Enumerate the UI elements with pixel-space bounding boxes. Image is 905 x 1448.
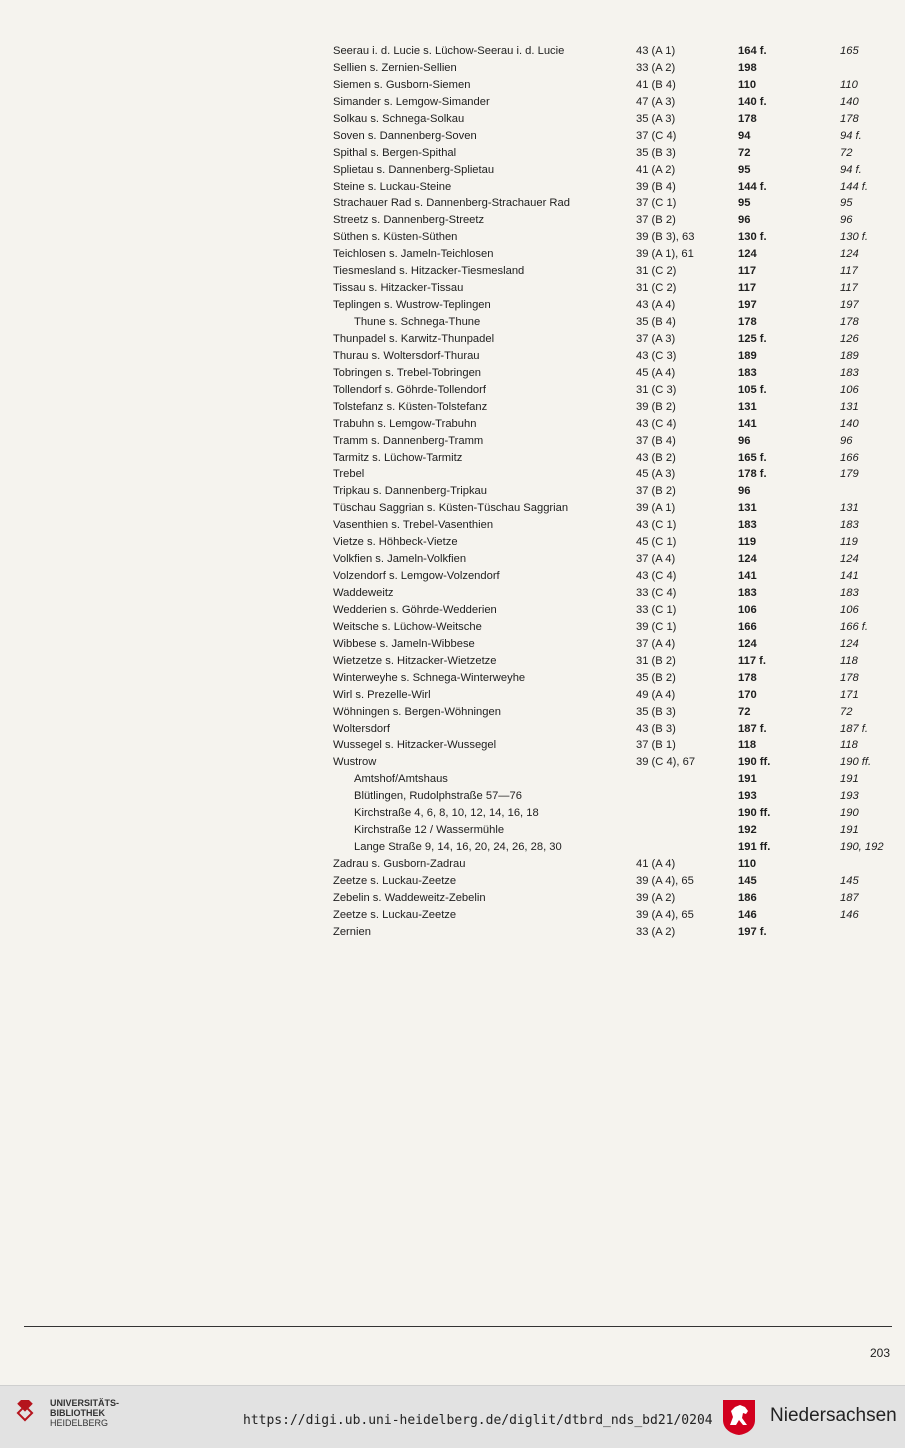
entry-name: Sellien s. Zernien-Sellien [333, 61, 457, 74]
entry-map-ref: 45 (A 3) [636, 468, 676, 481]
entry-map-ref: 31 (C 3) [636, 383, 677, 396]
index-row [0, 771, 905, 788]
entry-page-ref: 117 f. [738, 654, 766, 667]
entry-photo-ref: 110 [840, 78, 858, 91]
index-row [0, 721, 905, 738]
index-row [0, 314, 905, 331]
index-row [0, 94, 905, 111]
entry-photo-ref: 190 [840, 807, 859, 820]
entry-map-ref: 43 (C 1) [636, 519, 677, 532]
entry-name: Amtshof/Amtshaus [354, 773, 448, 786]
library-name[interactable] [50, 1398, 119, 1428]
entry-name: Teichlosen s. Jameln-Teichlosen [333, 248, 494, 261]
entry-page-ref: 178 [738, 316, 757, 328]
entry-page-ref: 110 [738, 78, 757, 91]
entry-photo-ref: 197 [840, 299, 859, 312]
entry-page-ref: 189 [738, 349, 757, 362]
entry-page-ref: 95 [738, 197, 751, 210]
entry-photo-ref: 72 [840, 705, 853, 718]
entry-name: Volzendorf s. Lemgow-Volzendorf [333, 570, 500, 583]
entry-photo-ref: 117 [840, 265, 858, 278]
index-row [0, 636, 905, 653]
entry-photo-ref: 96 [840, 214, 853, 227]
entry-name: Simander s. Lemgow-Simander [333, 95, 490, 108]
index-row [0, 670, 905, 687]
entry-name: Lange Straße 9, 14, 16, 20, 24, 26, 28, 30 [354, 841, 562, 854]
entry-page-ref: 96 [738, 485, 751, 498]
entry-name: Tiesmesland s. Hitzacker-Tiesmesland [333, 265, 525, 278]
entry-name: Tissau s. Hitzacker-Tissau [333, 282, 464, 295]
entry-name: Blütlingen, Rudolphstraße 57—76 [354, 790, 522, 803]
entry-photo-ref: 124 [840, 553, 859, 566]
library-name-line1: UNIVERSITÄTS- [50, 1398, 120, 1408]
entry-photo-ref: 94 f. [840, 129, 862, 142]
entry-name: Steine s. Luckau-Steine [333, 180, 452, 193]
page-number: 203 [870, 1346, 891, 1360]
entry-map-ref: 33 (A 2) [636, 61, 676, 74]
index-row [0, 263, 905, 280]
entry-photo-ref: 96 [840, 434, 853, 447]
entry-map-ref: 43 (C 4) [636, 570, 677, 583]
entry-page-ref: 105 f. [738, 383, 767, 396]
entry-page-ref: 96 [738, 214, 751, 227]
index-row [0, 145, 905, 162]
entry-photo-ref: 141 [840, 570, 859, 583]
index-row [0, 60, 905, 77]
entry-photo-ref: 178 [840, 316, 859, 328]
index-row [0, 433, 905, 450]
entry-map-ref: 43 (C 4) [636, 417, 677, 430]
index-row [0, 585, 905, 602]
entry-name: Thunpadel s. Karwitz-Thunpadel [333, 332, 495, 345]
index-row [0, 195, 905, 212]
entry-name: Soven s. Dannenberg-Soven [333, 129, 477, 142]
entry-map-ref: 37 (A 4) [636, 637, 676, 650]
index-row [0, 331, 905, 348]
index-row [0, 500, 905, 517]
entry-map-ref: 45 (A 4) [636, 366, 676, 379]
entry-map-ref: 37 (A 4) [636, 553, 676, 566]
entry-name: Zadrau s. Gusborn-Zadrau [333, 858, 466, 870]
entry-photo-ref: 94 f. [840, 163, 862, 176]
entry-photo-ref: 187 f. [840, 722, 868, 735]
entry-photo-ref: 119 [840, 536, 858, 549]
index-row [0, 737, 905, 754]
entry-map-ref: 37 (C 1) [636, 197, 677, 210]
entry-photo-ref: 131 [840, 502, 859, 515]
entry-photo-ref: 166 [840, 451, 859, 464]
entry-photo-ref: 183 [840, 366, 859, 379]
entry-map-ref: 39 (A 4), 65 [636, 874, 694, 887]
entry-name: Kirchstraße 12 / Wassermühle [354, 824, 505, 837]
entry-name: Splietau s. Dannenberg-Splietau [333, 163, 495, 176]
entry-page-ref: 118 [738, 739, 757, 752]
entry-name: Waddeweitz [333, 587, 394, 599]
entry-photo-ref: 190 ff. [840, 756, 872, 769]
index-row [0, 517, 905, 534]
entry-name: Vietze s. Höhbeck-Vietze [333, 536, 458, 549]
entry-name: Tripkau s. Dannenberg-Tripkau [333, 485, 488, 498]
entry-name: Wedderien s. Göhrde-Wedderien [333, 603, 497, 616]
entry-photo-ref: 193 [840, 790, 859, 803]
entry-map-ref: 39 (A 2) [636, 891, 676, 904]
entry-map-ref: 33 (C 1) [636, 603, 677, 616]
entry-page-ref: 124 [738, 553, 757, 566]
entry-photo-ref: 178 [840, 671, 859, 684]
entry-name: Tobringen s. Trebel-Tobringen [333, 366, 482, 379]
entry-page-ref: 94 [738, 129, 751, 142]
entry-map-ref: 33 (A 2) [636, 925, 676, 938]
entry-photo-ref: 145 [840, 874, 859, 887]
index-row [0, 805, 905, 822]
entry-page-ref: 145 [738, 874, 757, 887]
entry-map-ref: 37 (A 3) [636, 332, 676, 345]
index-row [0, 653, 905, 670]
entry-photo-ref: 183 [840, 587, 859, 599]
index-row [0, 907, 905, 924]
entry-photo-ref: 126 [840, 332, 859, 345]
entry-photo-ref: 118 [840, 654, 858, 667]
entry-name: Spithal s. Bergen-Spithal [333, 146, 457, 159]
entry-map-ref: 41 (A 2) [636, 163, 676, 176]
index-row [0, 619, 905, 636]
entry-page-ref: 187 f. [738, 722, 767, 735]
entry-name: Wustrow [333, 756, 377, 769]
entry-page-ref: 178 [738, 671, 757, 684]
entry-photo-ref: 106 [840, 603, 859, 616]
entry-name: Süthen s. Küsten-Süthen [333, 231, 458, 244]
entry-map-ref: 31 (C 2) [636, 282, 677, 295]
entry-map-ref: 35 (B 2) [636, 671, 676, 684]
entry-page-ref: 183 [738, 519, 757, 532]
entry-photo-ref: 106 [840, 383, 859, 396]
entry-name: Wöhningen s. Bergen-Wöhningen [333, 705, 501, 718]
niedersachsen-horse-crest-icon[interactable] [721, 1398, 757, 1436]
entry-name: Trabuhn s. Lemgow-Trabuhn [333, 417, 477, 430]
entry-map-ref: 39 (C 1) [636, 620, 677, 633]
entry-map-ref: 43 (B 3) [636, 722, 676, 735]
entry-page-ref: 110 [738, 858, 757, 870]
entry-page-ref: 124 [738, 637, 757, 650]
entry-name: Wietzetze s. Hitzacker-Wietzetze [333, 654, 497, 667]
entry-map-ref: 49 (A 4) [636, 688, 676, 701]
entry-name: Kirchstraße 4, 6, 8, 10, 12, 14, 16, 18 [354, 807, 539, 820]
entry-name: Woltersdorf [333, 722, 390, 735]
entry-map-ref: 37 (B 1) [636, 739, 676, 752]
index-row [0, 399, 905, 416]
index-row [0, 43, 905, 60]
place-index-list [0, 43, 905, 941]
entry-page-ref: 144 f. [738, 180, 767, 193]
entry-name: Zeetze s. Luckau-Zeetze [333, 908, 457, 921]
entry-page-ref: 197 [738, 299, 757, 312]
university-library-logo-icon[interactable] [12, 1400, 38, 1426]
entry-map-ref: 45 (C 1) [636, 536, 677, 549]
entry-name: Streetz s. Dannenberg-Streetz [333, 214, 485, 227]
entry-page-ref: 130 f. [738, 231, 767, 244]
footer-rule [24, 1326, 892, 1327]
entry-page-ref: 125 f. [738, 332, 767, 345]
entry-page-ref: 191 ff. [738, 841, 771, 854]
entry-name: Weitsche s. Lüchow-Weitsche [333, 620, 482, 633]
entry-name: Volkfien s. Jameln-Volkfien [333, 553, 467, 566]
index-row [0, 297, 905, 314]
index-row [0, 246, 905, 263]
entry-page-ref: 117 [738, 265, 757, 278]
entry-name: Wussegel s. Hitzacker-Wussegel [333, 739, 497, 752]
index-row [0, 162, 905, 179]
entry-page-ref: 190 ff. [738, 756, 771, 769]
entry-photo-ref: 140 [840, 417, 859, 430]
entry-photo-ref: 189 [840, 349, 859, 362]
entry-name: Thurau s. Woltersdorf-Thurau [333, 349, 480, 362]
entry-name: Zebelin s. Waddeweitz-Zebelin [333, 891, 486, 904]
entry-map-ref: 39 (A 1), 61 [636, 248, 694, 261]
entry-page-ref: 96 [738, 434, 751, 447]
partner-name[interactable]: Niedersachsen [770, 1405, 897, 1426]
index-row [0, 568, 905, 585]
entry-name: Zeetze s. Luckau-Zeetze [333, 874, 457, 887]
entry-name: Tüschau Saggrian s. Küsten-Tüschau Saggrian [333, 502, 569, 515]
entry-map-ref: 33 (C 4) [636, 587, 677, 599]
entry-photo-ref: 131 [840, 400, 859, 413]
entry-page-ref: 117 [738, 282, 757, 295]
entry-name: Trebel [333, 468, 365, 481]
index-row [0, 788, 905, 805]
viewer-footer-bar [0, 1385, 905, 1448]
entry-photo-ref: 178 [840, 112, 859, 125]
entry-photo-ref: 187 [840, 891, 859, 904]
entry-map-ref: 39 (B 3), 63 [636, 231, 695, 244]
index-row [0, 280, 905, 297]
entry-name: Wirl s. Prezelle-Wirl [333, 688, 431, 701]
entry-photo-ref: 179 [840, 468, 859, 481]
entry-map-ref: 41 (B 4) [636, 78, 676, 91]
entry-map-ref: 47 (A 3) [636, 95, 676, 108]
entry-map-ref: 35 (B 3) [636, 705, 676, 718]
entry-map-ref: 43 (A 1) [636, 45, 676, 57]
entry-name: Tarmitz s. Lüchow-Tarmitz [333, 451, 463, 464]
entry-map-ref: 39 (B 4) [636, 180, 676, 193]
entry-name: Zernien [333, 925, 371, 938]
index-row [0, 551, 905, 568]
entry-photo-ref: 130 f. [840, 231, 868, 244]
entry-name: Teplingen s. Wustrow-Teplingen [333, 299, 491, 312]
entry-photo-ref: 140 [840, 95, 859, 108]
entry-photo-ref: 190, 192 [840, 841, 884, 854]
entry-map-ref: 35 (B 3) [636, 146, 676, 159]
entry-map-ref: 43 (A 4) [636, 299, 676, 312]
index-row [0, 229, 905, 246]
entry-page-ref: 166 [738, 620, 757, 633]
index-row [0, 856, 905, 873]
index-row [0, 754, 905, 771]
entry-map-ref: 35 (B 4) [636, 316, 676, 328]
index-row [0, 416, 905, 433]
entry-page-ref: 146 [738, 908, 757, 921]
entry-name: Tramm s. Dannenberg-Tramm [333, 434, 484, 447]
entry-page-ref: 95 [738, 163, 751, 176]
entry-photo-ref: 165 [840, 45, 859, 57]
entry-photo-ref: 124 [840, 637, 859, 650]
index-row [0, 179, 905, 196]
entry-page-ref: 198 [738, 61, 757, 74]
index-row [0, 382, 905, 399]
entry-page-ref: 170 [738, 688, 757, 701]
entry-page-ref: 164 f. [738, 45, 767, 57]
entry-photo-ref: 124 [840, 248, 859, 261]
entry-page-ref: 192 [738, 824, 757, 837]
entry-photo-ref: 144 f. [840, 180, 868, 193]
library-name-line3: HEIDELBERG [50, 1418, 109, 1428]
entry-page-ref: 72 [738, 705, 751, 718]
entry-page-ref: 193 [738, 790, 757, 803]
entry-map-ref: 37 (C 4) [636, 129, 677, 142]
entry-page-ref: 186 [738, 891, 757, 904]
index-row [0, 77, 905, 94]
entry-map-ref: 39 (B 2) [636, 400, 676, 413]
entry-name: Siemen s. Gusborn-Siemen [333, 78, 471, 91]
entry-page-ref: 178 f. [738, 468, 767, 481]
entry-map-ref: 39 (A 1) [636, 502, 676, 515]
index-row [0, 687, 905, 704]
entry-map-ref: 37 (B 4) [636, 434, 676, 447]
index-row [0, 128, 905, 145]
entry-photo-ref: 95 [840, 197, 853, 210]
entry-map-ref: 39 (A 4), 65 [636, 908, 694, 921]
entry-page-ref: 197 f. [738, 925, 767, 938]
entry-name: Seerau i. d. Lucie s. Lüchow-Seerau i. d. Lucie [333, 45, 565, 57]
entry-name: Wibbese s. Jameln-Wibbese [333, 637, 475, 650]
entry-page-ref: 124 [738, 248, 757, 261]
entry-page-ref: 140 f. [738, 95, 767, 108]
entry-page-ref: 191 [738, 773, 757, 786]
entry-map-ref: 31 (C 2) [636, 265, 677, 278]
entry-name: Tolstefanz s. Küsten-Tolstefanz [333, 400, 488, 413]
index-row [0, 483, 905, 500]
index-row [0, 890, 905, 907]
entry-photo-ref: 191 [840, 824, 859, 837]
entry-photo-ref: 72 [840, 146, 853, 159]
entry-page-ref: 190 ff. [738, 807, 771, 820]
entry-map-ref: 37 (B 2) [636, 214, 676, 227]
entry-photo-ref: 166 f. [840, 620, 868, 633]
entry-page-ref: 183 [738, 366, 757, 379]
entry-map-ref: 41 (A 4) [636, 858, 676, 870]
entry-photo-ref: 183 [840, 519, 859, 532]
entry-map-ref: 37 (B 2) [636, 485, 676, 498]
entry-photo-ref: 191 [840, 773, 859, 786]
index-row [0, 873, 905, 890]
entry-photo-ref: 118 [840, 739, 858, 752]
entry-photo-ref: 171 [840, 688, 859, 701]
index-row [0, 365, 905, 382]
entry-map-ref: 43 (C 3) [636, 349, 677, 362]
index-row [0, 348, 905, 365]
index-row [0, 822, 905, 839]
entry-map-ref: 35 (A 3) [636, 112, 676, 125]
entry-page-ref: 141 [738, 570, 757, 583]
entry-page-ref: 119 [738, 536, 757, 549]
index-row [0, 450, 905, 467]
index-row [0, 839, 905, 856]
entry-page-ref: 141 [738, 417, 757, 430]
entry-page-ref: 131 [738, 502, 757, 515]
entry-photo-ref: 117 [840, 282, 858, 295]
entry-name: Vasenthien s. Trebel-Vasenthien [333, 519, 494, 532]
index-row [0, 704, 905, 721]
index-row [0, 924, 905, 941]
index-row [0, 602, 905, 619]
entry-photo-ref: 146 [840, 908, 859, 921]
entry-page-ref: 165 f. [738, 451, 767, 464]
entry-page-ref: 178 [738, 112, 757, 125]
entry-map-ref: 43 (B 2) [636, 451, 676, 464]
entry-name: Solkau s. Schnega-Solkau [333, 112, 465, 125]
entry-name: Winterweyhe s. Schnega-Winterweyhe [333, 671, 526, 684]
entry-name: Strachauer Rad s. Dannenberg-Strachauer Rad [333, 197, 570, 210]
library-name-line2: BIBLIOTHEK [50, 1408, 105, 1418]
entry-page-ref: 72 [738, 146, 751, 159]
index-row [0, 111, 905, 128]
index-row [0, 534, 905, 551]
entry-page-ref: 183 [738, 587, 757, 599]
entry-map-ref: 31 (B 2) [636, 654, 676, 667]
entry-page-ref: 106 [738, 603, 757, 616]
entry-page-ref: 131 [738, 400, 757, 413]
entry-name: Tollendorf s. Göhrde-Tollendorf [333, 383, 486, 396]
entry-name: Thune s. Schnega-Thune [354, 316, 481, 328]
index-row [0, 212, 905, 229]
permalink-url[interactable]: https://digi.ub.uni-heidelberg.de/diglit/dtbrd_nds_bd21/0204 [243, 1413, 713, 1428]
entry-map-ref: 39 (C 4), 67 [636, 756, 696, 769]
index-row [0, 466, 905, 483]
